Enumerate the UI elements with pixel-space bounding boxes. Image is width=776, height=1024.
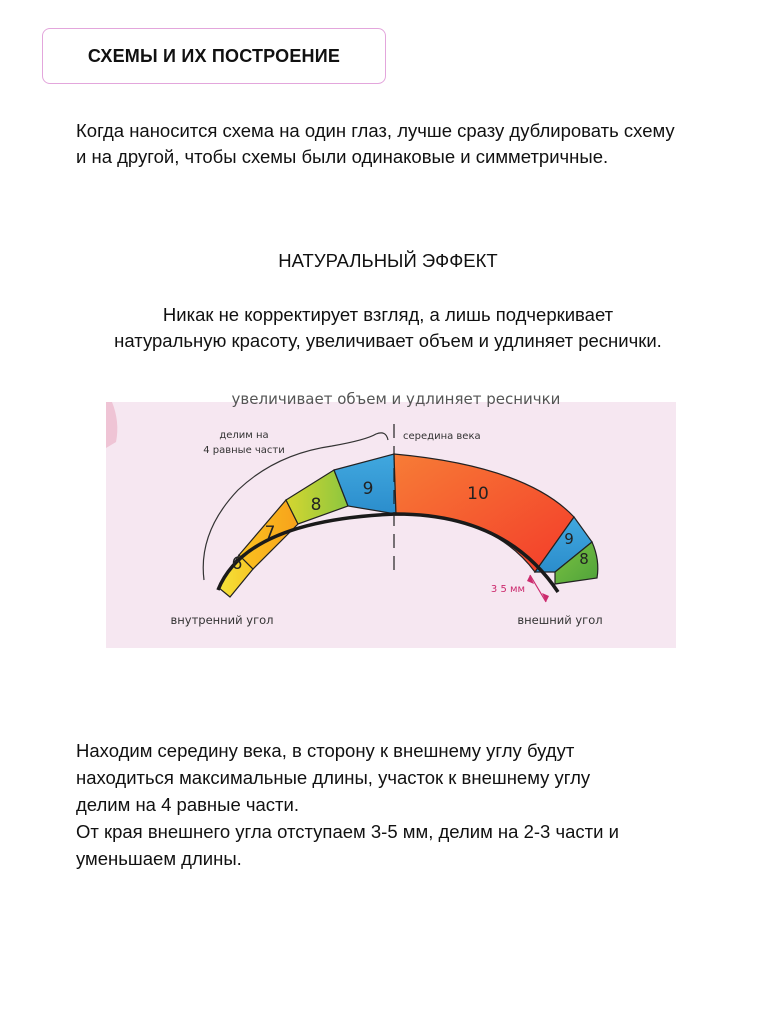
instructions-line-3: делим на 4 равные части. <box>76 794 300 815</box>
bracket-label-line-1: делим на <box>219 430 269 441</box>
intro-paragraph: Когда наносится схема на один глаз, лучше сразу дублировать схему и на другой, чтобы схемы были одинаковые и симметричные. <box>76 120 675 167</box>
page-title: СХЕМЫ И ИХ ПОСТРОЕНИЕ <box>87 45 341 66</box>
instructions-line-2: находиться максимальные длины, участок к внешнему углу <box>76 767 591 788</box>
segment-label-9-outer: 9 <box>564 530 574 548</box>
lash-map-svg <box>106 390 676 648</box>
diagram-top-caption: увеличивает объем и удлиняет реснички <box>231 390 561 408</box>
section-description-line-2: натуральную красоту, увеличивает объем и удлиняет реснички. <box>114 330 662 351</box>
diagram-background <box>106 402 676 648</box>
eyelid-middle-label: середина века <box>403 431 481 442</box>
outer-corner-label: внешний угол <box>517 613 603 627</box>
segment-label-6: 6 <box>231 554 243 574</box>
segment-label-7: 7 <box>264 523 276 543</box>
segment-label-8-outer: 8 <box>579 550 589 568</box>
instructions-line-4: От края внешнего угла отступаем 3-5 мм, делим на 2-3 части и <box>76 821 619 842</box>
bracket-label-line-2: 4 равные части <box>203 445 285 456</box>
instructions-line-1: Находим середину века, в сторону к внешнему углу будут <box>76 740 575 761</box>
segment-label-9: 9 <box>362 479 374 499</box>
segment-label-10: 10 <box>467 484 489 504</box>
section-description <box>40 302 736 354</box>
lash-map-diagram <box>106 390 676 648</box>
instructions-line-5: уменьшаем длины. <box>76 848 242 869</box>
section-title: НАТУРАЛЬНЫЙ ЭФФЕКТ <box>278 250 498 271</box>
instructions-paragraph <box>76 737 686 872</box>
measure-label: 3 5 мм <box>490 584 526 595</box>
segment-label-8: 8 <box>310 495 322 515</box>
section-description-line-1: Никак не корректирует взгляд, а лишь подчеркивает <box>162 304 614 325</box>
inner-corner-label: внутренний угол <box>170 613 274 627</box>
header-title-box <box>42 28 386 84</box>
